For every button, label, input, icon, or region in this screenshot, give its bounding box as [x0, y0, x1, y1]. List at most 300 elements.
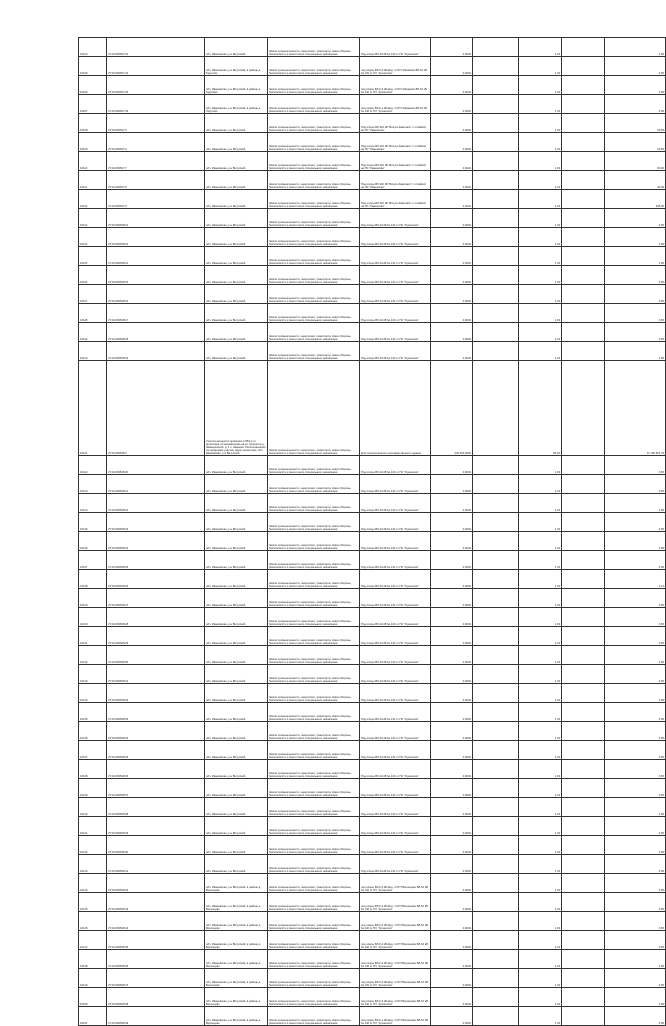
register-body — [79, 38, 666, 1026]
cadastral-number: 37:04:000528:34 — [107, 722, 205, 741]
area: 0,0004 — [431, 893, 473, 912]
address: обл. Ивановская, р-н Вичугский — [205, 114, 268, 133]
address: обл. Ивановская, р-н Вичугский — [205, 456, 268, 475]
cadastral-value: 1,14 — [605, 570, 666, 589]
address: Участок находится примерно в 553 м от ориентира по направлению на юг. Ориентир д. Шевыринский, д. 1 п. Каменка. Расположенного за пределами участка, адрес ориентира: обл. Ивановская, р-н Вичугский — [205, 361, 268, 456]
land-category: Земли промышленности, энергетики, транспорта, связи обороны, безопасности и земли иного специального назначения — [268, 494, 360, 513]
address: обл. Ивановская, р-н Вичугский, в районе д. Воронцово — [205, 969, 268, 988]
area: 0,0004 — [431, 76, 473, 95]
address: обл. Ивановская, р-н Вичугский — [205, 627, 268, 646]
cadastral-number: 37:04:000528:17 — [107, 304, 205, 323]
table-row — [79, 76, 666, 95]
table-row — [79, 95, 666, 114]
cadastral-number: 37:04:000528:21 — [107, 475, 205, 494]
land-category: Земли промышленности, энергетики, транспорта, связи обороны, безопасности и земли иного специального назначения — [268, 931, 360, 950]
land-category: Земли промышленности, энергетики, транспорта, связи обороны, безопасности и земли иного специального назначения — [268, 190, 360, 209]
address: обл. Ивановская, р-н Вичугский — [205, 133, 268, 152]
cadastral-value: 0,65 — [605, 988, 666, 1007]
area: 0,0004 — [431, 969, 473, 988]
row-number: 16147 — [79, 931, 107, 950]
coefficient: 1,33 — [519, 760, 562, 779]
empty-cell — [473, 456, 519, 475]
cadastral-value: 0,65 — [605, 779, 666, 798]
coefficient: 1,33 — [519, 57, 562, 76]
empty-cell — [562, 893, 605, 912]
empty-cell — [562, 684, 605, 703]
land-category: Земли промышленности, энергетики, транспорта, связи обороны, безопасности и земли иного специального назначения — [268, 323, 360, 342]
area: 0,0004 — [431, 646, 473, 665]
row-number: 16113 — [79, 209, 107, 228]
area: 0,0004 — [431, 665, 473, 684]
cadastral-number: 37:04:000528:46 — [107, 950, 205, 969]
area: 0,0004 — [431, 209, 473, 228]
empty-cell — [562, 114, 605, 133]
permitted-use: под опоры ВЛ-0,4 кВ фид. 1 КТП Воронцово ВЛ-10 кВ № 140 от ПС "Кузнечиха" — [360, 950, 431, 969]
address: обл. Ивановская, р-н Вичугский — [205, 855, 268, 874]
coefficient: 1,33 — [519, 152, 562, 171]
empty-cell — [562, 152, 605, 171]
row-number: 16134 — [79, 684, 107, 703]
cadastral-value: 0,65 — [605, 703, 666, 722]
table-row — [79, 57, 666, 76]
area: 0,0004 — [431, 342, 473, 361]
empty-cell — [562, 836, 605, 855]
address: обл. Ивановская, р-н Вичугский — [205, 779, 268, 798]
row-number: 16135 — [79, 703, 107, 722]
land-category: Земли промышленности, энергетики, транспорта, связи обороны, безопасности и земли иного специального назначения — [268, 532, 360, 551]
address: обл. Ивановская, р-н Вичугский — [205, 646, 268, 665]
cadastral-value: 0,65 — [605, 57, 666, 76]
permitted-use: Под опоры ВЛ-10 кВ № 140 от ПС "Кузнечиха" — [360, 722, 431, 741]
land-category: Земли промышленности, энергетики, транспорта, связи обороны, безопасности и земли иного специального назначения — [268, 114, 360, 133]
area: 0,0004 — [431, 285, 473, 304]
permitted-use: Под опоры ВЛ-10 кВ № 140 от ПС "Кузнечиха" — [360, 684, 431, 703]
land-category: Земли промышленности, энергетики, транспорта, связи обороны, безопасности и земли иного специального назначения — [268, 969, 360, 988]
cadastral-number: 37:04:000528:18 — [107, 323, 205, 342]
permitted-use: Под опоры ВЛ-10 кВ № 140 от ПС "Кузнечиха" — [360, 608, 431, 627]
empty-cell — [562, 589, 605, 608]
coefficient: 1,33 — [519, 722, 562, 741]
cadastral-number: 37:04:000528:19 — [107, 342, 205, 361]
address: обл. Ивановская, р-н Вичугский — [205, 228, 268, 247]
table-row — [79, 228, 666, 247]
area: 0,0004 — [431, 608, 473, 627]
empty-cell — [562, 931, 605, 950]
empty-cell — [562, 912, 605, 931]
coefficient: 1,33 — [519, 247, 562, 266]
permitted-use: под опоры ВЛ-0,4 кВ фид. 1 КТП Воронцово ВЛ-10 кВ № 140 от ПС "Кузнечиха" — [360, 874, 431, 893]
area: 0,0004 — [431, 741, 473, 760]
row-number: 16109 — [79, 133, 107, 152]
row-number: 16137 — [79, 741, 107, 760]
area: 0,0004 — [431, 722, 473, 741]
empty-cell — [562, 570, 605, 589]
coefficient: 1,33 — [519, 171, 562, 190]
permitted-use: Под опоры ВЛ-10 кВ № 140 от ПС "Кузнечиха" — [360, 817, 431, 836]
empty-cell — [562, 950, 605, 969]
empty-cell — [562, 247, 605, 266]
cadastral-number: 37:04:000527:44 — [107, 57, 205, 76]
cadastral-value: 0,65 — [605, 342, 666, 361]
row-number: 16145 — [79, 893, 107, 912]
empty-cell — [473, 798, 519, 817]
row-number: 16126 — [79, 532, 107, 551]
row-number: 16139 — [79, 779, 107, 798]
empty-cell — [562, 209, 605, 228]
table-row — [79, 874, 666, 893]
permitted-use: Под опоры ВЛ-10 кВ № 140 от ПС "Кузнечиха" — [360, 570, 431, 589]
area: 0,0024 — [431, 152, 473, 171]
address: обл. Ивановская, р-н Вичугский — [205, 247, 268, 266]
empty-cell — [562, 95, 605, 114]
row-number: 16117 — [79, 285, 107, 304]
empty-cell — [562, 323, 605, 342]
cadastral-value: 0,65 — [605, 608, 666, 627]
cadastral-value: 30,00 — [605, 152, 666, 171]
address: обл. Ивановская, р-н Вичугский — [205, 608, 268, 627]
table-row — [79, 209, 666, 228]
table-row — [79, 703, 666, 722]
address: обл. Ивановская, р-н Вичугский — [205, 152, 268, 171]
coefficient: 1,33 — [519, 703, 562, 722]
address: обл. Ивановская, р-н Вичугский — [205, 475, 268, 494]
coefficient: 1,33 — [519, 38, 562, 57]
land-category: Земли промышленности, энергетики, транспорта, связи обороны, безопасности и земли иного специального назначения — [268, 456, 360, 475]
table-row — [79, 589, 666, 608]
permitted-use: Под опоры ВЛ-10 кВ № 140 от ПС "Кузнечиха" — [360, 209, 431, 228]
table-row — [79, 361, 666, 456]
permitted-use: Под опоры ВЛ-10 кВ № 140 от ПС "Кузнечиха" — [360, 285, 431, 304]
table-row — [79, 741, 666, 760]
permitted-use: под опоры ВЛ-0,4 кВ фид. 1 КТП Абрамово ВЛ-10 кВ № 140 от ПС "Кузнечиха" — [360, 57, 431, 76]
row-number: 16106 — [79, 76, 107, 95]
coefficient: 1,33 — [519, 114, 562, 133]
permitted-use: Под опоры ВЛ-110 кВ "Вичуга-Заволжск" с отпайкой на ПС "Каменская" — [360, 171, 431, 190]
address: обл. Ивановская, р-н Вичугский — [205, 760, 268, 779]
cadastral-number: 37:04:000528:15 — [107, 266, 205, 285]
row-number: 16116 — [79, 266, 107, 285]
area: 0,0004 — [431, 931, 473, 950]
area: 0,0024 — [431, 190, 473, 209]
empty-cell — [562, 779, 605, 798]
empty-cell — [562, 627, 605, 646]
cadastral-number: 37:04:000527:45 — [107, 76, 205, 95]
empty-cell — [473, 475, 519, 494]
empty-cell — [473, 912, 519, 931]
cadastral-number: 37:04:000528:10 — [107, 209, 205, 228]
address: обл. Ивановская, р-н Вичугский — [205, 304, 268, 323]
empty-cell — [473, 38, 519, 57]
coefficient: 1,33 — [519, 931, 562, 950]
row-number: 16150 — [79, 988, 107, 1007]
row-number: 16114 — [79, 228, 107, 247]
empty-cell — [562, 532, 605, 551]
address: обл. Ивановская, р-н Вичугский — [205, 684, 268, 703]
empty-cell — [473, 665, 519, 684]
coefficient: 1,33 — [519, 342, 562, 361]
cadastral-value: 0,65 — [605, 817, 666, 836]
address: обл. Ивановская, р-н Вичугский, в районе д. Воронцово — [205, 988, 268, 1007]
cadastral-number: 37:04:000528:27 — [107, 589, 205, 608]
cadastral-value: 0,65 — [605, 836, 666, 855]
cadastral-number: 37:04:000528:33 — [107, 703, 205, 722]
coefficient: 1,33 — [519, 646, 562, 665]
empty-cell — [562, 304, 605, 323]
area: 0,0004 — [431, 95, 473, 114]
cadastral-number: 37:04:000528:38 — [107, 798, 205, 817]
permitted-use: Под опоры ВЛ-10 кВ № 140 от ПС "Кузнечиха" — [360, 38, 431, 57]
row-number: 16105 — [79, 57, 107, 76]
area: 0,0004 — [431, 703, 473, 722]
cadastral-number: 37:04:000527:8 — [107, 171, 205, 190]
cadastral-value: 0,65 — [605, 855, 666, 874]
cadastral-value: 1,95 — [605, 247, 666, 266]
area: 0,0004 — [431, 988, 473, 1007]
area: 0,0024 — [431, 171, 473, 190]
empty-cell — [473, 1007, 519, 1026]
empty-cell — [473, 494, 519, 513]
table-row — [79, 646, 666, 665]
permitted-use: Под опоры ВЛ-10 кВ № 140 от ПС "Кузнечиха" — [360, 589, 431, 608]
cadastral-number: 37:04:000528:13 — [107, 228, 205, 247]
empty-cell — [562, 798, 605, 817]
coefficient: 1,33 — [519, 76, 562, 95]
permitted-use: Под опоры ВЛ-10 кВ № 140 от ПС "Кузнечиха" — [360, 798, 431, 817]
empty-cell — [473, 988, 519, 1007]
coefficient: 1,33 — [519, 855, 562, 874]
permitted-use: под опоры ВЛ-0,4 кВ фид. 1 КТП Абрамово ВЛ-10 кВ № 140 от ПС "Кузнечиха" — [360, 76, 431, 95]
area: 0,0004 — [431, 456, 473, 475]
coefficient: 1,33 — [519, 266, 562, 285]
table-row — [79, 836, 666, 855]
cadastral-number: 37:04:000527:9 — [107, 190, 205, 209]
land-category: Земли промышленности, энергетики, транспорта, связи обороны, безопасности и земли иного специального назначения — [268, 570, 360, 589]
coefficient: 1,33 — [519, 817, 562, 836]
permitted-use: Под опоры ВЛ-110 кВ "Вичуга-Заволжск" с отпайкой на ПС "Каменская" — [360, 190, 431, 209]
cadastral-value: 0,65 — [605, 95, 666, 114]
empty-cell — [562, 38, 605, 57]
area: 0,0004 — [431, 760, 473, 779]
empty-cell — [473, 76, 519, 95]
cadastral-value: 0,65 — [605, 646, 666, 665]
land-category: Земли промышленности, энергетики, транспорта, связи обороны, безопасности и земли иного специального назначения — [268, 57, 360, 76]
empty-cell — [562, 760, 605, 779]
table-row — [79, 532, 666, 551]
coefficient: 1,33 — [519, 912, 562, 931]
cadastral-value: 0,65 — [605, 456, 666, 475]
cadastral-value: 0,65 — [605, 494, 666, 513]
coefficient: 1,33 — [519, 798, 562, 817]
table-row — [79, 855, 666, 874]
empty-cell — [473, 285, 519, 304]
land-category: Земли промышленности, энергетики, транспорта, связи обороны, безопасности и земли иного специального назначения — [268, 1007, 360, 1026]
coefficient: 1,33 — [519, 741, 562, 760]
table-row — [79, 171, 666, 190]
land-category: Земли промышленности, энергетики, транспорта, связи обороны, безопасности и земли иного специального назначения — [268, 171, 360, 190]
empty-cell — [473, 855, 519, 874]
area: 0,0004 — [431, 589, 473, 608]
cadastral-number: 37:04:000528:32 — [107, 684, 205, 703]
row-number: 16144 — [79, 874, 107, 893]
area: 0,0004 — [431, 38, 473, 57]
cadastral-value: 0,65 — [605, 551, 666, 570]
coefficient: 1,33 — [519, 950, 562, 969]
permitted-use: под опоры ВЛ-0,4 кВ фид. 1 КТП Воронцово ВЛ-10 кВ № 140 от ПС "Кузнечиха" — [360, 969, 431, 988]
coefficient: 1,33 — [519, 1007, 562, 1026]
row-number: 16151 — [79, 1007, 107, 1026]
cadastral-number: 37:04:000528:23 — [107, 513, 205, 532]
cadastral-number: 37:04:000527:61 — [107, 38, 205, 57]
empty-cell — [473, 627, 519, 646]
empty-cell — [473, 513, 519, 532]
permitted-use: Под опоры ВЛ-110 кВ "Вичуга-Заволжск" с отпайкой на ПС "Каменская" — [360, 114, 431, 133]
empty-cell — [473, 361, 519, 456]
empty-cell — [473, 779, 519, 798]
address: обл. Ивановская, р-н Вичугский — [205, 551, 268, 570]
empty-cell — [562, 722, 605, 741]
empty-cell — [473, 684, 519, 703]
empty-cell — [562, 1007, 605, 1026]
cadastral-value: 0,65 — [605, 684, 666, 703]
coefficient: 1,33 — [519, 494, 562, 513]
area: 0,0004 — [431, 570, 473, 589]
table-row — [79, 893, 666, 912]
empty-cell — [562, 76, 605, 95]
row-number: 16124 — [79, 494, 107, 513]
permitted-use: Под опоры ВЛ-10 кВ № 140 от ПС "Кузнечиха" — [360, 475, 431, 494]
cadastral-number: 37:04:000528:16 — [107, 285, 205, 304]
coefficient: 1,33 — [519, 684, 562, 703]
table-row — [79, 323, 666, 342]
address: обл. Ивановская, р-н Вичугский — [205, 532, 268, 551]
address: обл. Ивановская, р-н Вичугский, в районе д. Гарусово — [205, 76, 268, 95]
empty-cell — [562, 513, 605, 532]
land-category: Земли промышленности, энергетики, транспорта, связи обороны, безопасности и земли иного специального назначения — [268, 798, 360, 817]
coefficient: 1,33 — [519, 779, 562, 798]
empty-cell — [473, 608, 519, 627]
cadastral-value: 0,65 — [605, 893, 666, 912]
permitted-use: Под опоры ВЛ-10 кВ № 140 от ПС "Кузнечиха" — [360, 494, 431, 513]
row-number: 16146 — [79, 912, 107, 931]
empty-cell — [562, 703, 605, 722]
area: 0,0004 — [431, 57, 473, 76]
cadastral-number: 37:04:000528:49 — [107, 1007, 205, 1026]
empty-cell — [473, 570, 519, 589]
land-category: Земли промышленности, энергетики, транспорта, связи обороны, безопасности и земли иного специального назначения — [268, 912, 360, 931]
land-category: Земли промышленности, энергетики, транспорта, связи обороны, безопасности и земли иного специального назначения — [268, 950, 360, 969]
table-row — [79, 114, 666, 133]
land-category: Земли промышленности, энергетики, транспорта, связи обороны, безопасности и земли иного специального назначения — [268, 836, 360, 855]
row-number: 16136 — [79, 722, 107, 741]
cadastral-value: 0,65 — [605, 950, 666, 969]
coefficient: 1,33 — [519, 323, 562, 342]
land-category: Земли промышленности, энергетики, транспорта, связи обороны, безопасности и земли иного специального назначения — [268, 665, 360, 684]
land-category: Земли промышленности, энергетики, транспорта, связи обороны, безопасности и земли иного специального назначения — [268, 228, 360, 247]
row-number: 16104 — [79, 38, 107, 57]
table-row — [79, 798, 666, 817]
permitted-use: Для промышленного производственного здания — [360, 361, 431, 456]
permitted-use: Под опоры ВЛ-10 кВ № 140 от ПС "Кузнечиха" — [360, 836, 431, 855]
empty-cell — [473, 646, 519, 665]
coefficient: 1,33 — [519, 475, 562, 494]
cadastral-number: 37:04:000527:6 — [107, 133, 205, 152]
empty-cell — [562, 551, 605, 570]
permitted-use: под опоры ВЛ-0,4 кВ фид. 1 КТП Воронцово ВЛ-10 кВ № 140 от ПС "Кузнечиха" — [360, 988, 431, 1007]
address: обл. Ивановская, р-н Вичугский — [205, 171, 268, 190]
cadastral-value: 296,00 — [605, 190, 666, 209]
table-row — [79, 988, 666, 1007]
empty-cell — [473, 342, 519, 361]
permitted-use: Под опоры ВЛ-10 кВ № 140 от ПС "Кузнечиха" — [360, 741, 431, 760]
row-number: 16142 — [79, 836, 107, 855]
empty-cell — [562, 342, 605, 361]
row-number: 16129 — [79, 589, 107, 608]
cadastral-value: 0,65 — [605, 874, 666, 893]
table-row — [79, 817, 666, 836]
row-number: 16140 — [79, 798, 107, 817]
table-row — [79, 1007, 666, 1026]
empty-cell — [473, 893, 519, 912]
area: 0,0004 — [431, 874, 473, 893]
empty-cell — [473, 760, 519, 779]
land-category: Земли промышленности, энергетики, транспорта, связи обороны, безопасности и земли иного специального назначения — [268, 38, 360, 57]
area: 0,0004 — [431, 228, 473, 247]
empty-cell — [562, 361, 605, 456]
cadastral-number: 37:04:000528:35 — [107, 741, 205, 760]
table-row — [79, 133, 666, 152]
area: 0,0004 — [431, 627, 473, 646]
row-number: 16133 — [79, 665, 107, 684]
permitted-use: Под опоры ВЛ-10 кВ № 140 от ПС "Кузнечиха" — [360, 247, 431, 266]
permitted-use: Под опоры ВЛ-10 кВ № 140 от ПС "Кузнечиха" — [360, 228, 431, 247]
land-category: Земли промышленности, энергетики, транспорта, связи обороны, безопасности и земли иного специального назначения — [268, 684, 360, 703]
empty-cell — [473, 190, 519, 209]
area: 0,0004 — [431, 513, 473, 532]
empty-cell — [562, 285, 605, 304]
permitted-use: Под опоры ВЛ-10 кВ № 140 от ПС "Кузнечиха" — [360, 665, 431, 684]
row-number: 16121 — [79, 361, 107, 456]
cadastral-value: 0,65 — [605, 627, 666, 646]
address: обл. Ивановская, р-н Вичугский — [205, 836, 268, 855]
cadastral-value: 0,65 — [605, 722, 666, 741]
permitted-use: Под опоры ВЛ-10 кВ № 140 от ПС "Кузнечиха" — [360, 266, 431, 285]
empty-cell — [562, 171, 605, 190]
address: обл. Ивановская, р-н Вичугский — [205, 798, 268, 817]
empty-cell — [562, 475, 605, 494]
table-row — [79, 570, 666, 589]
permitted-use: под опоры ВЛ-0,4 кВ фид. 1 КТП Абрамово ВЛ-10 кВ № 140 от ПС "Кузнечиха" — [360, 95, 431, 114]
cadastral-value: 0,65 — [605, 532, 666, 551]
cadastral-value: 0,65 — [605, 209, 666, 228]
permitted-use: Под опоры ВЛ-110 кВ "Вичуга-Заволжск" с отпайкой на ПС "Каменская" — [360, 152, 431, 171]
address: обл. Ивановская, р-н Вичугский — [205, 190, 268, 209]
table-row — [79, 627, 666, 646]
permitted-use: Под опоры ВЛ-10 кВ № 140 от ПС "Кузнечиха" — [360, 779, 431, 798]
coefficient: 1,33 — [519, 988, 562, 1007]
land-category: Земли промышленности, энергетики, транспорта, связи обороны, безопасности и земли иного специального назначения — [268, 551, 360, 570]
address: обл. Ивановская, р-н Вичугский — [205, 722, 268, 741]
coefficient: 1,33 — [519, 228, 562, 247]
cadastral-value: 0,65 — [605, 741, 666, 760]
empty-cell — [562, 969, 605, 988]
row-number: 16122 — [79, 456, 107, 475]
permitted-use: Под опоры ВЛ-10 кВ № 140 от ПС "Кузнечиха" — [360, 342, 431, 361]
row-number: 16111 — [79, 171, 107, 190]
empty-cell — [562, 456, 605, 475]
permitted-use: Под опоры ВЛ-10 кВ № 140 от ПС "Кузнечиха" — [360, 627, 431, 646]
row-number: 16108 — [79, 114, 107, 133]
cadastral-number: 37:04:000528:22 — [107, 494, 205, 513]
